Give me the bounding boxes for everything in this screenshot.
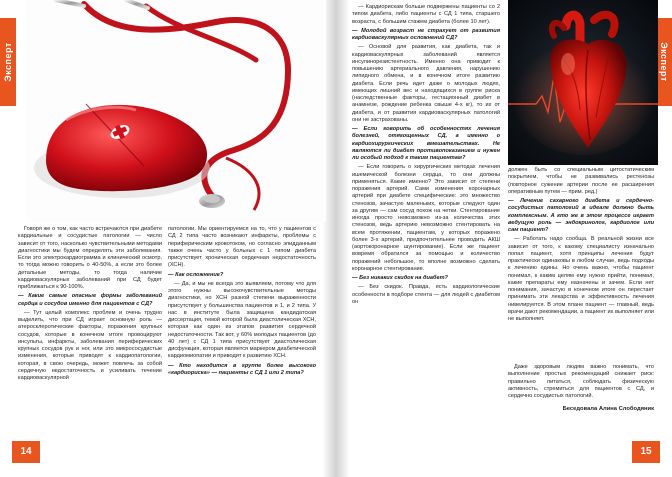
- paragraph: — Да, и мы не всегда это выявляем, потому что для этого нужны высокочувствительные методы диагностики, но ХСН разной степени выраженности присутствует у большинства пациентов и 1, и 2 типа. У нас в институте была защищена кандидатская диссертация, темой которой была диастолическая ХСН, которая как один из этапов развития сердечной недостаточности. Так вот, у 60% молодых пациентов (до 40 лет) с СД 1 типа присутствует диастолическая дисфункция, которая является маркером диабетической кардиомиопатии и приводит к развитию ХСН.: [168, 280, 316, 360]
- pull-question: — Лечение сахарного диабета и сердечно-сосудистых патологий в идеале должно быть комплексным. А кто же в этом процессе играет ведущую роль — эндокринолог, кардиолог или сам пациент?: [508, 198, 654, 233]
- paragraph: — Без скидок. Правда, есть кардиологические особенности в подборе стента — для людей с диабетом он: [352, 284, 500, 305]
- paragraph: Даже здоровым людям важно понимать, что выполнение простых рекомендаций снижает риск: правильно питаться, соблюдать физическую активность, стремиться для пациентов с СД, и сердечно сосудистых патологий.: [508, 364, 654, 399]
- paragraph: — Кардиорискам больше подвержены пациенты со 2 типом диабета, либо пациенты с СД 1 типа, старшего возраста, с большим стажем диабета (более 10 лет).: [352, 4, 500, 25]
- interview-question: — Кто находится в группе более высокого «кардиориска» — пациенты с СД 1 или 2 типа?: [168, 362, 316, 376]
- paragraph: должен быть со специальным цитостатическим покрытием, чтобы не развивались рестенозы (повторное сужение артерии после ее расширения оперативным путем — прим. ред.): [508, 167, 654, 195]
- left-column-2: [168, 226, 316, 379]
- page-number-right: 15: [632, 441, 660, 463]
- right-column-3: [508, 364, 654, 416]
- spine-shadow: [336, 0, 350, 477]
- right-column-2: [508, 167, 654, 325]
- interview-question: — Без никаких скидок на диабет?: [352, 275, 448, 281]
- author-signature: Беседовала Алина Слободяник: [562, 406, 654, 413]
- mouse-stethoscope-illustration: [26, 0, 326, 222]
- right-column-1: [352, 4, 500, 308]
- paragraph: — Работать надо сообща. В реальной жизни все зависит от того, к какому специалисту изначально попал пациент, хотя принципы лечения будут практически одинаковы в любом случае, ведь подходы к лечению едины. Но очень важно, чтобы пациент понимал, к каким целям ему нужно прийти, понимал, какие препараты ему назначены и зачем. Если нет понимания, зачастую в конечном итоге он перестает принимать эти лекарства и эффективность лечения нивелируется. В этом плане пациент — главный, ведь врачи дают рекомендации, а пациент их выполняет или не выполняет.: [508, 236, 654, 322]
- heart-ecg-illustration: [508, 0, 658, 165]
- interview-question: — Если говорить об особенностях лечения болезней, отягощенных СД, а именно о кардиохирургических вмешательствах. Не являются ли диабет противопоказанием и нужен ли особый подход к таким пациентам?: [352, 126, 500, 161]
- left-column-1: [18, 226, 162, 384]
- paragraph: Говоря же о том, как часто встречаются при диабете кардиальные и сосудистые патологии — число зависит от того, насколько чувствительными методами диагностики мы будем определять эти заболевания. Если это электрокардиограмма и клинический осмотр, то тогда можно говорить о 40-50%, а если это более детальные методы, то тогда наличие кардиоваскулярных заболеваний при СД будет приближаться к 90-100%.: [18, 226, 162, 290]
- section-tab-label: Эксперт: [659, 42, 669, 82]
- page-number-left: 14: [12, 441, 40, 463]
- paragraph: — Если говорить о хирургических методах лечения ишемической болезни сердца, то они должны применяться. Какие именно? Это зависит от степени поражения артерий. Сами изменения коронарных артерий при диабете специфические: это множество стенозов, зачастую маленьких, которые следуют один за другим — сам сосуд похож на четки. Стентирование иногда просто невозможно из-за количества этих стенозов, ведь артерию невозможно стентировать на всем протяжении, пациентам, у которых поражено более 3-х артерий, предпочтительнее проводить АКШ (аортокоронарное шунтирование). Если же пациент вовремя обратился за помощью и количество поражений небольшое, то вполне возможно сделать коронарное стентирование.: [352, 164, 500, 272]
- paragraph: патологии. Мы ориентируемся на то, что у пациентов с СД 2 типа часто возникают инфаркты, проблемы с периферическим кровотоком, но согласно эпидданным также очень часто у больных с 1 типом диабета присутствует хроническая сердечная недостаточность (ХСН).: [168, 226, 316, 269]
- paragraph: — Основой для развития, как диабета, так и кардиоваскулярных заболеваний является инсулинорезистентность. Именно она приводит к повышению артериального давления, нарушению липидного обмена, и в конечном итоге развитию диабета. Если речь идет даже о молодых людях, имеющих лишний вес и находящихся в группе риска (наследственные факторы, гестационный диабет в анамнезе, рождение ребенка свыше 4-х кг), то их от диабета, и от развития кардиоваскулярных патологий они не застрахованы.: [352, 44, 500, 123]
- interview-question: — Какие самые опасные формы заболеваний сердца и сосудов именно для пациентов с СД?: [18, 293, 162, 307]
- interview-question: — Как осложнение?: [168, 271, 224, 278]
- section-tab: [0, 18, 16, 106]
- interview-question: — Молодой возраст не страхует от развития кардиоваскулярных осложнений СД?: [352, 27, 500, 41]
- section-tab-label: Эксперт: [3, 42, 13, 82]
- mouse-stethoscope-photo: [26, 0, 326, 222]
- section-tab: [656, 18, 672, 106]
- paragraph: — Тут целый комплекс проблем и очень трудно выделить, что при СД играет основную роль — атеросклеротические факторы, поражения крупных сосудов, которые в конечном итоге провоцируют инсульты, инфаркты, заболевания периферических крупных сосудов рук и ног, или это микрососудистые изменения, которые приводят к кардиопатологии, которая, в свою очередь, может повлечь за собой сердечную недостаточность и усиливать течение кардиоваскулярной: [18, 309, 162, 381]
- heart-ecg-photo: [508, 0, 658, 165]
- right-page: [336, 0, 672, 477]
